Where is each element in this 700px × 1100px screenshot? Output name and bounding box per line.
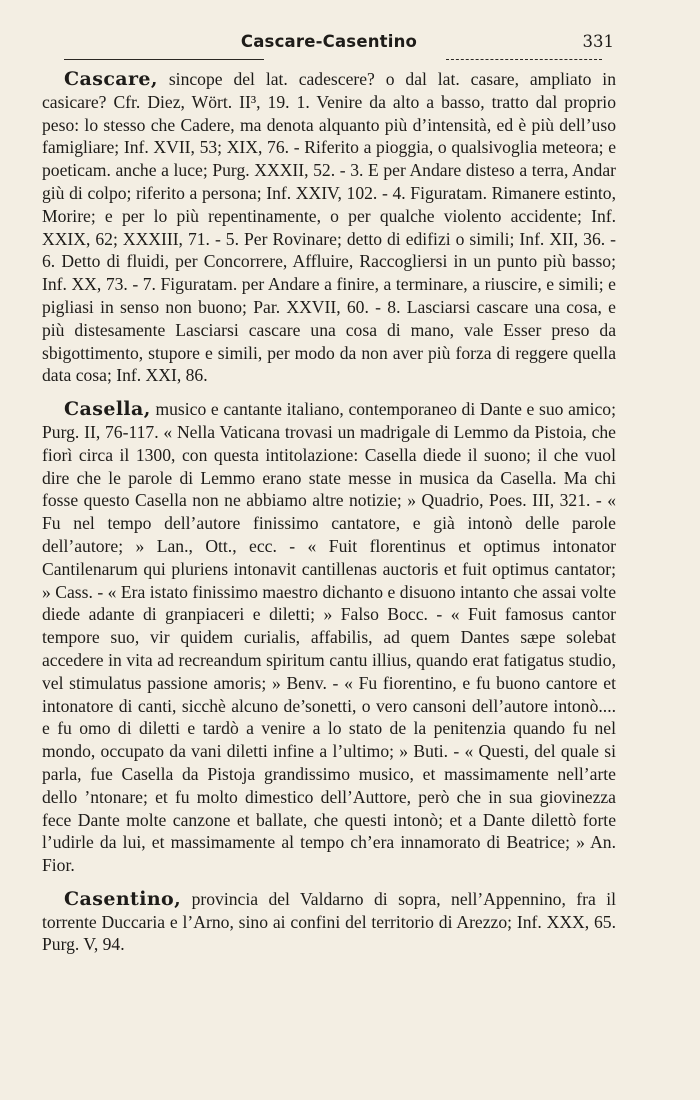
entry-casentino	[42, 888, 616, 956]
entry-text: sincope del lat. cadescere? o dal lat. casare, ampliato in casicare? Cfr. Diez, Wört. II³, 19. 1. Venire da alto a basso, tratto dal proprio peso: lo stesso che Cadere, ma denota alquanto più d’intensità, ed è più dell’uso famigliare; Inf. XVII, 53; XIX, 76. - Riferito a pioggia, o qualsivoglia meteora; e poeticam. anche a luce; Purg. XXXII, 52. - 3. E per Andare disteso a terra, Andar giù di colpo; riferito a persona; Inf. XXIV, 102. - 4. Figuratam. Rimanere estinto, Morire; e per lo più repentinamente, o per qualche violento accidente; Inf. XXIX, 62; XXXIII, 71. - 5. Per Rovinare; detto di edifizi o simili; Inf. XII, 36. - 6. Detto di fluidi, per Concorrere, Affluire, Raccogliersi in un punto più basso; Inf. XX, 73. - 7. Figuratam. per Andare a finire, a terminare, a riuscire, e simili; e pigliasi in senso non buono; Par. XXVII, 60. - 8. Lasciarsi cascare una cosa, e più distesamente Lasciarsi cascare una cosa di mano, vale Esser preso da sbigottimento, stupore e simili, per modo da non aver più forza di reggere quella data cosa; Inf. XXI, 86.	[42, 69, 616, 386]
entry-text: musico e cantante italiano, contemporaneo di Dante e suo amico; Purg. II, 76-117. « Nella Vaticana trovasi un madrigale di Lemmo da Pistoia, che fiorì circa il 1300, con questa intitolazione: Casella diede il suono; il che vuol dire che le parole di Lemmo erano state messe in musica da Casella. Ma chi fosse questo Casella non ne abbiamo altre notizie; » Quadrio, Poes. III, 321. - « Fu nel tempo dell’autore finissimo cantatore, e già intonò delle parole dell’autore; » Lan., Ott., ecc. - « Fuit florentinus et optimus intonator Cantilenarum qui pluriens intonavit cantillenas auctoris et fuit optimus cantator; » Cass. - « Era istato finissimo maestro dichanto e disuono intanto che assai volte diede adante di granpiaceri e diletti; » Falso Bocc. - « Fuit famosus cantor tempore suo, vir quidem curialis, affabilis, ad quem Dantes sæpe solebat accedere in vita ad recreandum spiritum cantu illius, quando erat fatigatus studio, vel stimulatus passione amoris; » Benv. - « Fu fiorentino, e fu buono cantore et intonatore di canti, sicchè alcuno de’sonetti, o vero cansoni dell’autore intonò.... e fu omo di diletti e tardò a venire a lo stato de la penitenzia quando fu nel mondo, occupato da vani diletti infine a l’ultimo; » Buti. - « Questi, del quale si parla, fue Casella da Pistoja grandissimo musico, et massimamente nell’arte dello ’ntonare; et fu molto dimestico dell’Auttore, però che in sua giovinezza fece Dante molte canzone et ballate, che questi intonò; et a Dante dilettò forte l’udirle da lui, et massimamente al tempo ch’era innamorato di Beatrice; » An. Fior.	[42, 399, 616, 876]
header-rule-right	[446, 59, 602, 60]
page-number: 331	[582, 32, 614, 51]
headword: Cascare,	[64, 68, 158, 90]
headword: Casentino,	[64, 887, 182, 910]
entries-column	[42, 68, 616, 956]
page-header	[42, 32, 616, 60]
entry-casella	[42, 398, 616, 877]
headword: Casella,	[64, 398, 151, 421]
header-rule-left	[64, 59, 264, 60]
running-title: Cascare-Casentino	[240, 32, 418, 51]
entry-cascare	[42, 68, 616, 387]
entry-text: provincia del Valdarno di sopra, nell’Appennino, fra il torrente Duccaria e l’Arno, sino ai confini del territorio di Arezzo; Inf. XXX, 65. Purg. V, 94.	[42, 888, 617, 955]
